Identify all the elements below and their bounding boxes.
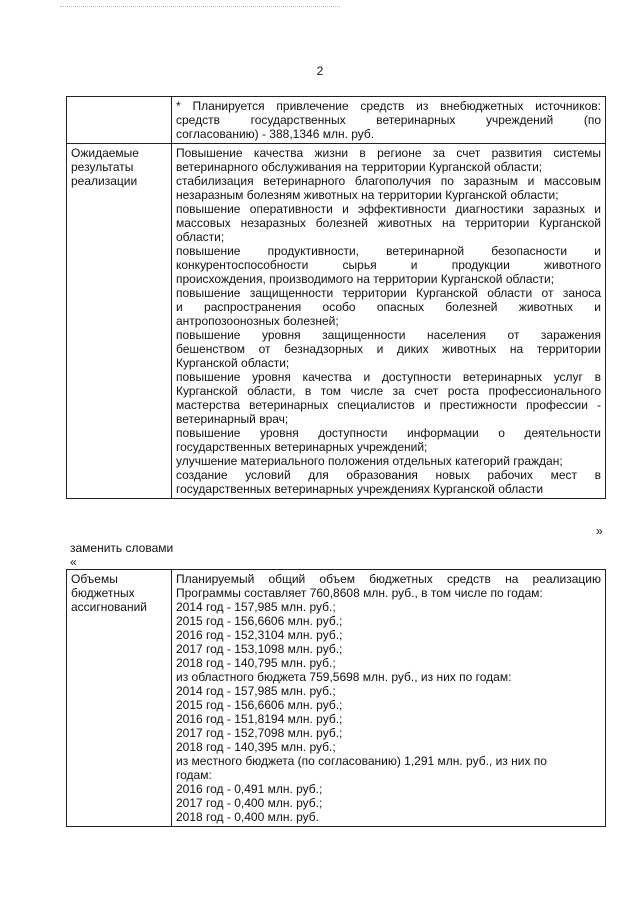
text-line: улучшение материального положения отдельных категорий граждан;	[176, 454, 563, 468]
budget-allocations-label	[67, 570, 172, 827]
text-line: повышение оперативности и эффективности диагностики заразных и	[176, 202, 601, 216]
text-line: незаразным болезням животных на территории Курганской области;	[176, 188, 559, 202]
label-line: Ожидаемые	[71, 146, 139, 160]
text-line: 2015 год - 156,6606 млн. руб.;	[176, 614, 343, 628]
page-number: 2	[316, 64, 324, 78]
text-line: государственных ветеринарных учреждениях Курганской области	[176, 482, 544, 496]
text-line: 2018 год - 140,395 млн. руб.;	[176, 740, 336, 754]
text-line: 2017 год - 152,7098 млн. руб.;	[176, 726, 343, 740]
funding-note-cell	[172, 97, 606, 144]
opening-quote: «	[70, 555, 77, 569]
text-line: * Планируется привлечение средств из внебюджетных источников:	[176, 99, 601, 113]
closing-quote: »	[596, 524, 603, 538]
text-line: 2014 год - 157,985 млн. руб.;	[176, 600, 336, 614]
program-table-new	[66, 569, 606, 827]
text-line: повышение уровня доступности информации о деятельности	[176, 426, 601, 440]
text-line: 2016 год - 152,3104 млн. руб.;	[176, 628, 343, 642]
table-row	[67, 97, 606, 144]
budget-allocations-cell	[172, 570, 606, 827]
table-row	[67, 144, 606, 499]
text-line: согласованию) - 388,1346 млн. руб.	[176, 127, 375, 141]
text-line: конкурентоспособности сырья и продукции животного	[176, 258, 601, 272]
text-line: из местного бюджета (по согласованию) 1,291 млн. руб., из них по	[176, 754, 547, 768]
replace-with-words: заменить словами	[70, 541, 174, 555]
text-line: 2018 год - 0,400 млн. руб.	[176, 810, 320, 824]
text-line: происхождения, производимого на территории Курганской области;	[176, 272, 555, 286]
text-line: 2014 год - 157,985 млн. руб.;	[176, 684, 336, 698]
text-line: из областного бюджета 759,5698 млн. руб., из них по годам:	[176, 670, 512, 684]
text-line: 2018 год - 140,795 млн. руб.;	[176, 656, 336, 670]
text-line: массовых незаразных болезней животных на территории Курганской	[176, 216, 601, 230]
text-line: антропозоонозных болезней;	[176, 314, 339, 328]
text-line: 2016 год - 151,8194 млн. руб.;	[176, 712, 343, 726]
text-line: средств государственных ветеринарных учреждений (по	[176, 113, 601, 127]
text-line: и распространения особо опасных болезней животных и	[176, 300, 601, 314]
text-line: повышение уровня защищенности населения от заражения	[176, 328, 601, 342]
text-line: создание условий для образования новых рабочих мест в	[176, 468, 601, 482]
text-line: Курганской области;	[176, 356, 290, 370]
text-line: повышение защищенности территории Курганской области от заноса	[176, 286, 601, 300]
text-line: Программы составляет 760,8608 млн. руб., в том числе по годам:	[176, 586, 543, 600]
text-line: 2015 год - 156,6606 млн. руб.;	[176, 698, 343, 712]
text-line: 2017 год - 0,400 млн. руб.;	[176, 796, 323, 810]
text-line: Повышение качества жизни в регионе за счет развития системы	[176, 146, 601, 160]
text-line: годам:	[176, 768, 212, 782]
text-line: государственных ветеринарных учреждений;	[176, 440, 428, 454]
label-line: результаты	[71, 160, 134, 174]
program-table-old	[66, 96, 606, 499]
expected-results-label	[67, 144, 172, 499]
expected-results-cell	[172, 144, 606, 499]
scan-artifact-line	[60, 6, 340, 9]
text-line: повышение продуктивности, ветеринарной безопасности и	[176, 244, 601, 258]
table-label-cell	[67, 97, 172, 144]
text-line: области;	[176, 230, 225, 244]
text-line: ветеринарного обслуживания на территории Курганской области;	[176, 160, 543, 174]
label-line: бюджетных	[71, 586, 135, 600]
text-line: повышение уровня качества и доступности ветеринарных услуг в	[176, 370, 601, 384]
text-line: стабилизация ветеринарного благополучия по заразным и массовым	[176, 174, 601, 188]
label-line: Объемы	[71, 572, 118, 586]
text-line: ветеринарный врач;	[176, 412, 289, 426]
text-line: 2017 год - 153,1098 млн. руб.;	[176, 642, 343, 656]
text-line: бешенством от безнадзорных и диких животных на территории	[176, 342, 601, 356]
table-row	[67, 570, 606, 827]
label-line: реализации	[71, 174, 138, 188]
text-line: Планируемый общий объем бюджетных средств на реализацию	[176, 572, 601, 586]
text-line: 2016 год - 0,491 млн. руб.;	[176, 782, 323, 796]
label-line: ассигнований	[71, 600, 148, 614]
text-line: Курганской области, в том числе за счет роста профессионального	[176, 384, 601, 398]
text-line: мастерства ветеринарных специалистов и престижности профессии -	[176, 398, 601, 412]
